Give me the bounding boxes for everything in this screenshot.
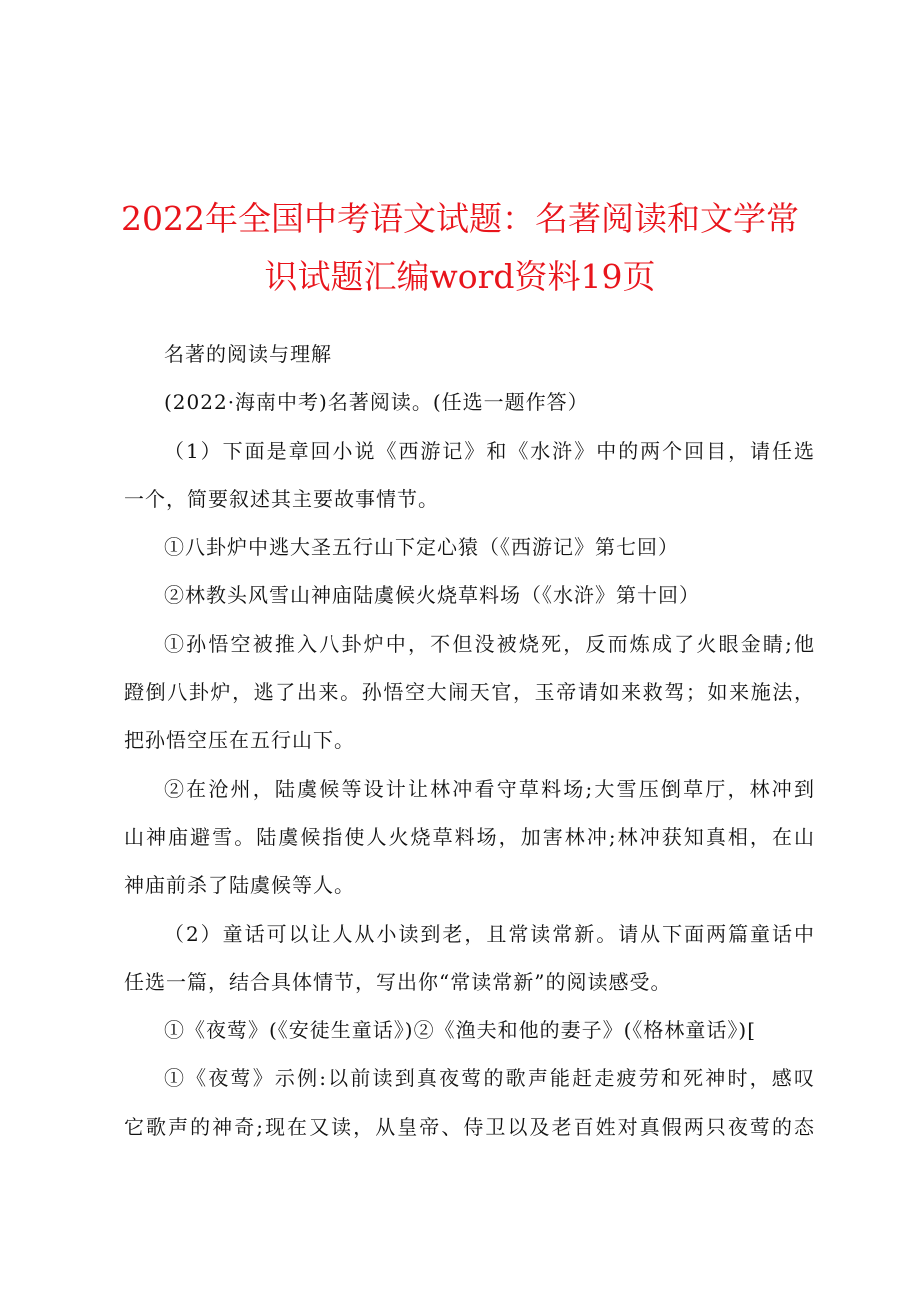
text-line: 山神庙避雪。陆虞候指使人火烧草料场，加害林冲;林冲获知真相，在山: [124, 824, 815, 849]
document-body: [124, 330, 815, 1151]
text-line: ②林教头风雪山神庙陆虞候火烧草料场（《水浒》第十回）: [164, 583, 700, 608]
text-line: ①孙悟空被推入八卦炉中，不但没被烧死，反而炼成了火眼金睛;他: [164, 631, 815, 656]
paragraph: [124, 330, 815, 378]
paragraph: [124, 523, 815, 571]
title-line: 2022年全国中考语文试题：名著阅读和文学常: [121, 199, 799, 238]
text-line: 任选一篇，结合具体情节，写出你“常读常新”的阅读感受。: [124, 969, 672, 994]
paragraph: [124, 620, 815, 765]
text-line: 名著的阅读与理解: [164, 342, 332, 366]
paragraph: [124, 427, 815, 524]
paragraph: [124, 378, 815, 426]
text-line: 神庙前杀了陆虞候等人。: [124, 873, 355, 898]
text-line: ①《夜莺》(《安徒生童话》)②《渔夫和他的妻子》(《格林童话》)[: [164, 1018, 757, 1043]
paragraph: [124, 910, 815, 1007]
text-line: 一个，简要叙述其主要故事情节。: [124, 486, 439, 511]
document-title: [0, 190, 920, 306]
text-line: (2022·海南中考)名著阅读。(任选一题作答）: [164, 390, 589, 415]
paragraph: [124, 571, 815, 619]
paragraph: [124, 1006, 815, 1054]
text-line: 它歌声的神奇;现在又读，从皇帝、侍卫以及老百姓对真假两只夜莺的态: [124, 1114, 815, 1139]
text-line: （2）童话可以让人从小读到老，且常读常新。请从下面两篇童话中: [164, 921, 815, 946]
text-line: （1）下面是章回小说《西游记》和《水浒》中的两个回目，请任选: [164, 438, 815, 463]
text-line: ②在沧州，陆虞候等设计让林冲看守草料场;大雪压倒草厅，林冲到: [164, 776, 815, 801]
paragraph: [124, 1054, 815, 1151]
text-line: ①八卦炉中逃大圣五行山下定心猿（《西游记》第七回）: [164, 535, 679, 560]
paragraph: [124, 765, 815, 910]
text-line: 蹬倒八卦炉，逃了出来。孙悟空大闹天官，玉帝请如来救驾；如来施法，: [124, 680, 815, 705]
text-line: 把孙悟空压在五行山下。: [124, 728, 355, 753]
text-line: ①《夜莺》示例:以前读到真夜莺的歌声能赶走疲劳和死神时，感叹: [164, 1066, 815, 1091]
title-line: 识试题汇编word资料19页: [264, 257, 656, 296]
